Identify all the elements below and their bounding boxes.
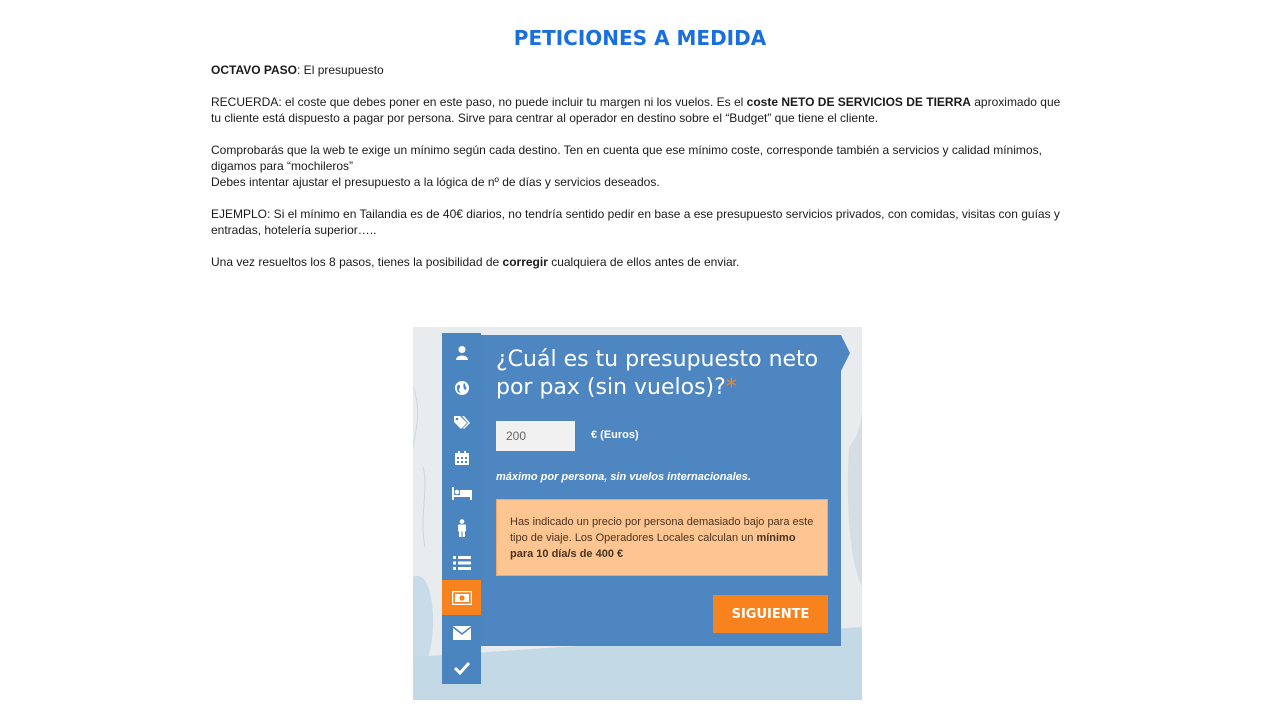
page-title: PETICIONES A MEDIDA (513, 26, 767, 50)
step-rest: : El presupuesto (297, 63, 384, 77)
globe-icon (454, 380, 470, 396)
sidebar-step-2[interactable] (442, 370, 481, 405)
tags-icon (453, 415, 471, 431)
p1-text-bold: coste NETO DE SERVICIOS DE TIERRA (746, 95, 971, 109)
check-icon (454, 661, 470, 675)
question-text: ¿Cuál es tu presupuesto neto por pax (sin vuelos)? (496, 347, 819, 400)
steps-sidebar (442, 333, 481, 684)
person-icon (456, 519, 468, 537)
form-screenshot (413, 327, 862, 700)
p4-text-c: cualquiera de ellos antes de enviar. (547, 255, 740, 269)
panel-pointer (841, 335, 850, 371)
budget-warning (496, 499, 828, 576)
next-button[interactable]: SIGUIENTE (713, 595, 828, 633)
envelope-icon (453, 626, 471, 640)
paragraph-recuerda (211, 94, 1061, 126)
paragraph-minimo: Comprobarás que la web te exige un mínimo según cada destino. Ten en cuenta que ese mínimo coste, corresponde también a servicios y calidad mínimos, digamos para “mochileros” (211, 143, 1042, 173)
sidebar-step-4[interactable] (442, 440, 481, 475)
money-icon (452, 591, 472, 605)
p1-text-a: RECUERDA: el coste que debes poner en este paso, no puede incluir tu margen ni los vuelos. Es el (211, 95, 747, 109)
sidebar-step-9[interactable] (442, 615, 481, 650)
paragraph-ajustar: Debes intentar ajustar el presupuesto a la lógica de nº de días y servicios deseados. (211, 175, 660, 189)
p4-text-a: Una vez resueltos los 8 pasos, tienes la posibilidad de (211, 255, 503, 269)
warning-minimum: mínimo para 10 día/s de 400 € (510, 532, 796, 560)
sidebar-step-10[interactable] (442, 650, 481, 685)
p1-text-c: aproximado que tu cliente está dispuesto a pagar por persona. Sirve para centrar al operador en destino sobre el “Budget” que tiene el cliente. (211, 95, 1061, 125)
step-label: OCTAVO PASO (211, 63, 298, 77)
step-heading (211, 62, 1061, 78)
bed-icon (452, 486, 472, 500)
budget-input[interactable] (496, 421, 575, 451)
instructions (211, 62, 1061, 270)
question-title (496, 346, 836, 402)
user-icon (454, 345, 470, 361)
required-mark: * (725, 375, 737, 400)
sidebar-step-8-active[interactable] (442, 580, 481, 615)
paragraph-corregir (211, 254, 1061, 270)
warning-text: Has indicado un precio por persona demasiado bajo para este tipo de viaje. Los Operadores Locales calculan un (510, 516, 814, 544)
sidebar-step-1[interactable] (442, 335, 481, 370)
sidebar-step-6[interactable] (442, 510, 481, 545)
list-icon (453, 556, 471, 570)
calendar-icon (454, 450, 470, 466)
sidebar-step-3[interactable] (442, 405, 481, 440)
sidebar-step-7[interactable] (442, 545, 481, 580)
currency-label: € (Euros) (591, 429, 639, 441)
sidebar-step-5[interactable] (442, 475, 481, 510)
p4-text-bold: corregir (502, 255, 548, 269)
budget-hint: máximo por persona, sin vuelos internacionales. (496, 471, 751, 483)
paragraph-ejemplo: EJEMPLO: Si el mínimo en Tailandia es de 40€ diarios, no tendría sentido pedir en base a ese presupuesto servicios privados, con comidas, visitas con guías y entradas, hotelería superior….. (211, 207, 1060, 237)
